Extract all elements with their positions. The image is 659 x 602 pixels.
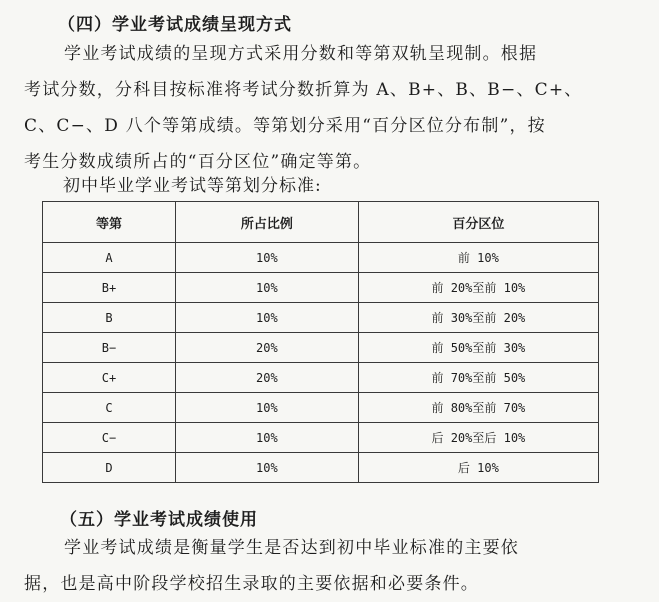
grade-standard-table	[42, 201, 599, 483]
cell-range: 前 20%至前 10%	[358, 273, 598, 303]
cell-range: 前 30%至前 20%	[358, 303, 598, 333]
table-row	[43, 393, 599, 423]
cell-grade: B+	[43, 273, 176, 303]
cell-range: 前 10%	[358, 243, 598, 273]
cell-grade: C−	[43, 423, 176, 453]
table-row	[43, 333, 599, 363]
cell-grade: C+	[43, 363, 176, 393]
cell-proportion: 20%	[176, 333, 359, 363]
cell-range: 前 50%至前 30%	[358, 333, 598, 363]
table-header-row	[43, 202, 599, 243]
paragraph-line: 学业考试成绩的呈现方式采用分数和等第双轨呈现制。根据	[64, 44, 538, 64]
section-4-heading: （四）学业考试成绩呈现方式	[58, 15, 292, 35]
table-row	[43, 273, 599, 303]
cell-proportion: 10%	[176, 423, 359, 453]
cell-proportion: 10%	[176, 453, 359, 483]
cell-proportion: 10%	[176, 303, 359, 333]
cell-proportion: 10%	[176, 273, 359, 303]
table-row	[43, 243, 599, 273]
paragraph-line: 学业考试成绩是衡量学生是否达到初中毕业标准的主要依	[64, 538, 519, 558]
cell-proportion: 10%	[176, 393, 359, 423]
cell-range: 后 20%至后 10%	[358, 423, 598, 453]
cell-range: 后 10%	[358, 453, 598, 483]
section-5-heading: （五）学业考试成绩使用	[60, 510, 258, 530]
section-4-paragraph	[24, 36, 634, 180]
table-caption: 初中毕业学业考试等第划分标准:	[63, 176, 322, 196]
cell-grade: B	[43, 303, 176, 333]
table-row	[43, 453, 599, 483]
paragraph-line: 考生分数成绩所占的“百分区位”确定等第。	[24, 152, 372, 172]
header-grade: 等第	[43, 202, 176, 243]
section-5-paragraph	[24, 530, 634, 602]
paragraph-line: C、C−、D 八个等第成绩。等第划分采用“百分区位分布制”，按	[24, 116, 546, 136]
paragraph-line: 考试分数，分科目按标准将考试分数折算为 A、B+、B、B−、C+、	[24, 80, 583, 100]
cell-grade: C	[43, 393, 176, 423]
cell-range: 前 70%至前 50%	[358, 363, 598, 393]
table-row	[43, 423, 599, 453]
header-percentile-range: 百分区位	[358, 202, 598, 243]
cell-proportion: 10%	[176, 243, 359, 273]
table-row	[43, 303, 599, 333]
cell-proportion: 20%	[176, 363, 359, 393]
paragraph-line: 据，也是高中阶段学校招生录取的主要依据和必要条件。	[24, 574, 479, 594]
cell-grade: B−	[43, 333, 176, 363]
header-proportion: 所占比例	[176, 202, 359, 243]
cell-grade: D	[43, 453, 176, 483]
table-row	[43, 363, 599, 393]
cell-grade: A	[43, 243, 176, 273]
cell-range: 前 80%至前 70%	[358, 393, 598, 423]
